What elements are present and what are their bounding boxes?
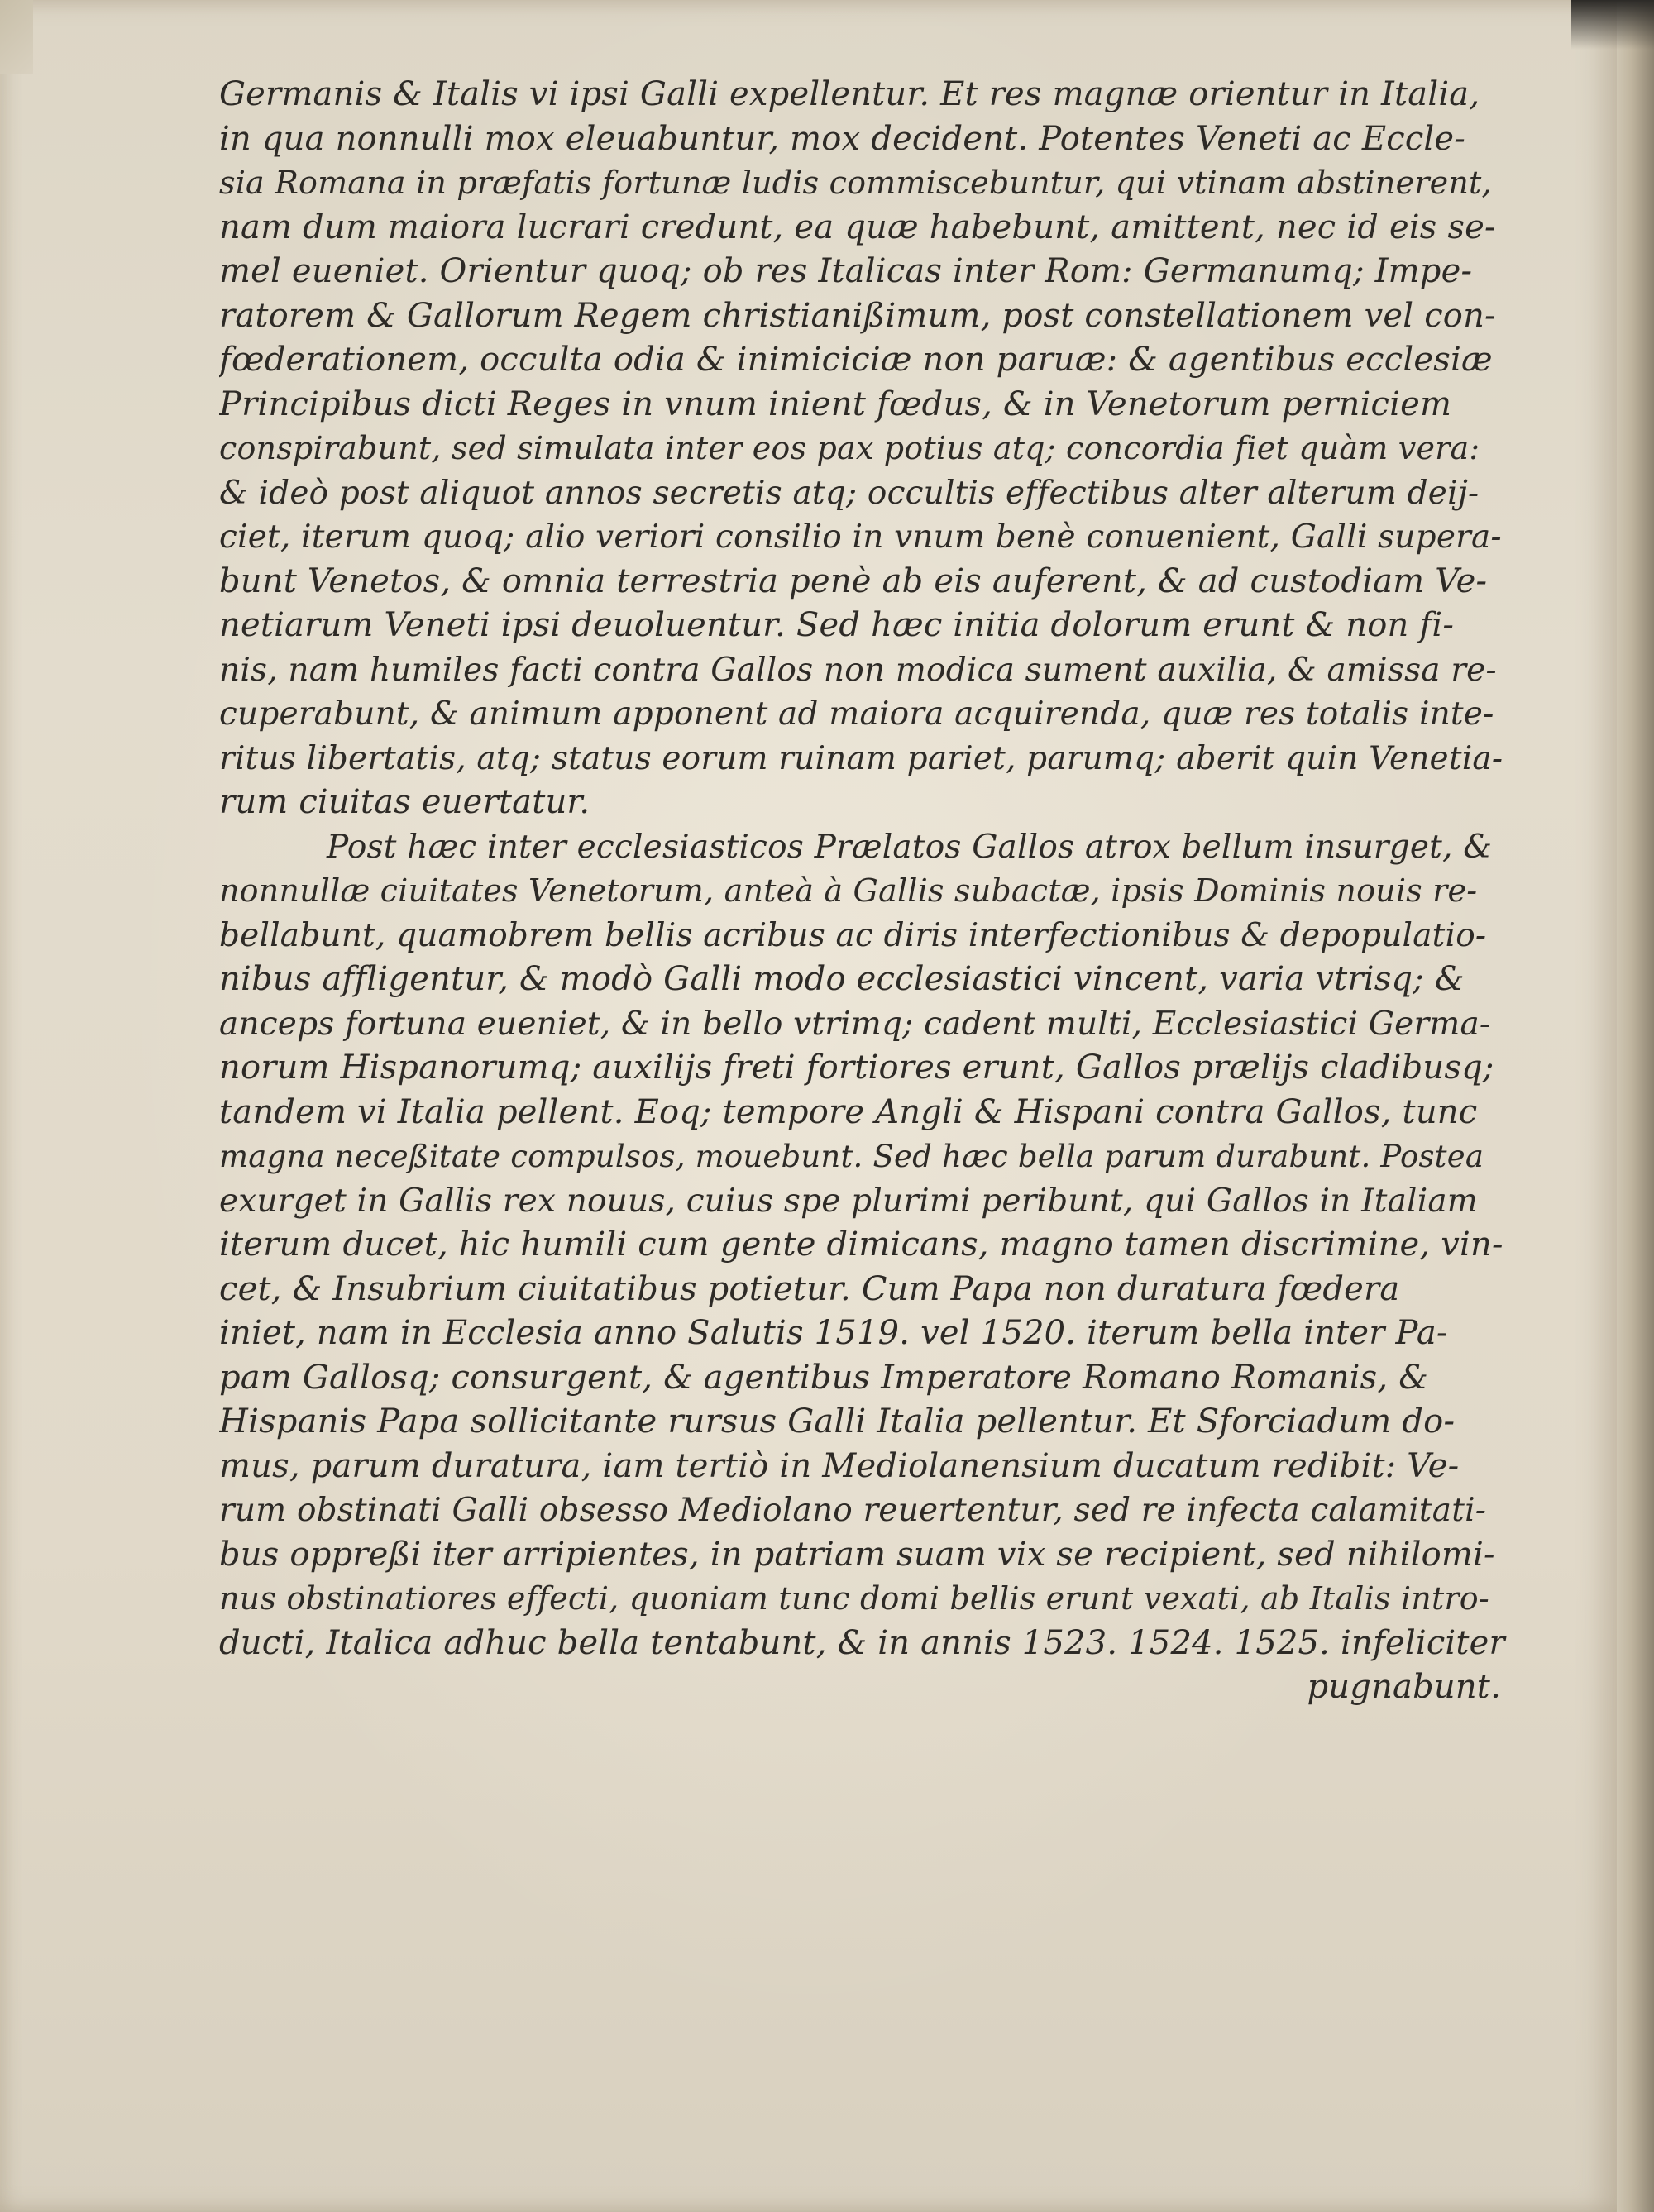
text-line: bellabunt, quamobrem bellis acribus ac diris interfectionibus & depopulatio- xyxy=(219,916,1487,954)
text-line: nibus affligentur, & modò Galli modo ecclesiastici vincent, varia vtrisq; & xyxy=(219,960,1465,998)
text-line: norum Hispanorumq; auxilijs freti fortiores erunt, Gallos prælijs cladibusq; xyxy=(219,1049,1494,1087)
text-line: nis, nam humiles facti contra Gallos non modica sument auxilia, & amissa re- xyxy=(219,651,1497,689)
text-line: nus obstinatiores effecti, quoniam tunc domi bellis erunt vexati, ab Italis intro- xyxy=(219,1580,1489,1617)
catchword: pugnabunt. xyxy=(1307,1668,1501,1706)
page-corner-fold xyxy=(0,0,33,74)
text-line: mus, parum duratura, iam tertiò in Mediolanensium ducatum redibit: Ve- xyxy=(219,1446,1460,1485)
text-line: bus oppreßi iter arripientes, in patriam suam vix se recipient, sed nihilomi- xyxy=(219,1535,1495,1574)
text-line: rum ciuitas euertatur. xyxy=(219,783,590,821)
page-text xyxy=(219,73,1509,1710)
page-edge xyxy=(1617,0,1654,2212)
text-line: & ideò post aliquot annos secretis atq; occultis effectibus alter alterum deij- xyxy=(219,474,1480,512)
text-line: mel eueniet. Orientur quoq; ob res Italicas inter Rom: Germanumq; Impe- xyxy=(219,252,1473,290)
text-line: exurget in Gallis rex nouus, cuius spe plurimi peribunt, qui Gallos in Italiam xyxy=(219,1182,1478,1220)
text-line: Post hæc inter ecclesiasticos Prælatos Gallos atrox bellum insurget, & xyxy=(327,828,1493,866)
paragraph-1 xyxy=(219,73,1509,825)
text-line: in qua nonnulli mox eleuabuntur, mox decident. Potentes Veneti ac Eccle- xyxy=(219,119,1465,158)
text-line: iniet, nam in Ecclesia anno Salutis 1519. vel 1520. iterum bella inter Pa- xyxy=(219,1314,1448,1352)
text-line: bunt Venetos, & omnia terrestria penè ab eis auferent, & ad custodiam Ve- xyxy=(219,561,1488,600)
paragraph-2 xyxy=(219,825,1509,1710)
text-line: anceps fortuna eueniet, & in bello vtrimq; cadent multi, Ecclesiastici Germa- xyxy=(219,1005,1491,1043)
text-line: nonnullæ ciuitates Venetorum, anteà à Gallis subactæ, ipsis Dominis nouis re- xyxy=(219,872,1478,909)
text-line: Hispanis Papa sollicitante rursus Galli Italia pellentur. Et Sforciadum do- xyxy=(219,1402,1456,1440)
text-line: pam Gallosq; consurgent, & agentibus Imperatore Romano Romanis, & xyxy=(219,1358,1429,1397)
text-line: netiarum Veneti ipsi deuoluentur. Sed hæc initia dolorum erunt & non fi- xyxy=(219,606,1455,644)
text-line: nam dum maiora lucrari credunt, ea quæ habebunt, amittent, nec id eis se- xyxy=(219,208,1496,246)
text-line: ciet, iterum quoq; alio veriori consilio in vnum benè conuenient, Galli supera- xyxy=(219,518,1502,556)
binding-shadow xyxy=(1571,0,1654,50)
text-line: ducti, Italica adhuc bella tentabunt, & in annis 1523. 1524. 1525. infeliciter xyxy=(219,1623,1505,1662)
text-line: cet, & Insubrium ciuitatibus potietur. Cum Papa non duratura fœdera xyxy=(219,1269,1400,1308)
text-line: fœderationem, occulta odia & inimiciciæ non paruæ: & agentibus ecclesiæ xyxy=(219,341,1493,379)
text-line: magna neceßitate compulsos, mouebunt. Sed hæc bella parum durabunt. Postea xyxy=(219,1139,1484,1174)
text-line: ritus libertatis, atq; status eorum ruinam pariet, parumq; aberit quin Venetia- xyxy=(219,739,1503,777)
text-line: iterum ducet, hic humili cum gente dimicans, magno tamen discrimine, vin- xyxy=(219,1225,1503,1264)
text-line: rum obstinati Galli obsesso Mediolano reuertentur, sed re infecta calamitati- xyxy=(219,1492,1487,1529)
text-line: cuperabunt, & animum apponent ad maiora acquirenda, quæ res totalis inte- xyxy=(219,695,1494,733)
text-line: sia Romana in præfatis fortunæ ludis commiscebuntur, qui vtinam abstinerent, xyxy=(219,165,1492,201)
text-line: Germanis & Italis vi ipsi Galli expellentur. Et res magnæ orientur in Italia, xyxy=(219,75,1480,113)
text-line: Principibus dicti Reges in vnum inient fœdus, & in Venetorum perniciem xyxy=(219,385,1452,423)
text-line: ratorem & Gallorum Regem christianißimum, post constellationem vel con- xyxy=(219,296,1496,335)
text-line: tandem vi Italia pellent. Eoq; tempore Angli & Hispani contra Gallos, tunc xyxy=(219,1092,1478,1131)
text-line: conspirabunt, sed simulata inter eos pax potius atq; concordia fiet quàm vera: xyxy=(219,430,1480,466)
